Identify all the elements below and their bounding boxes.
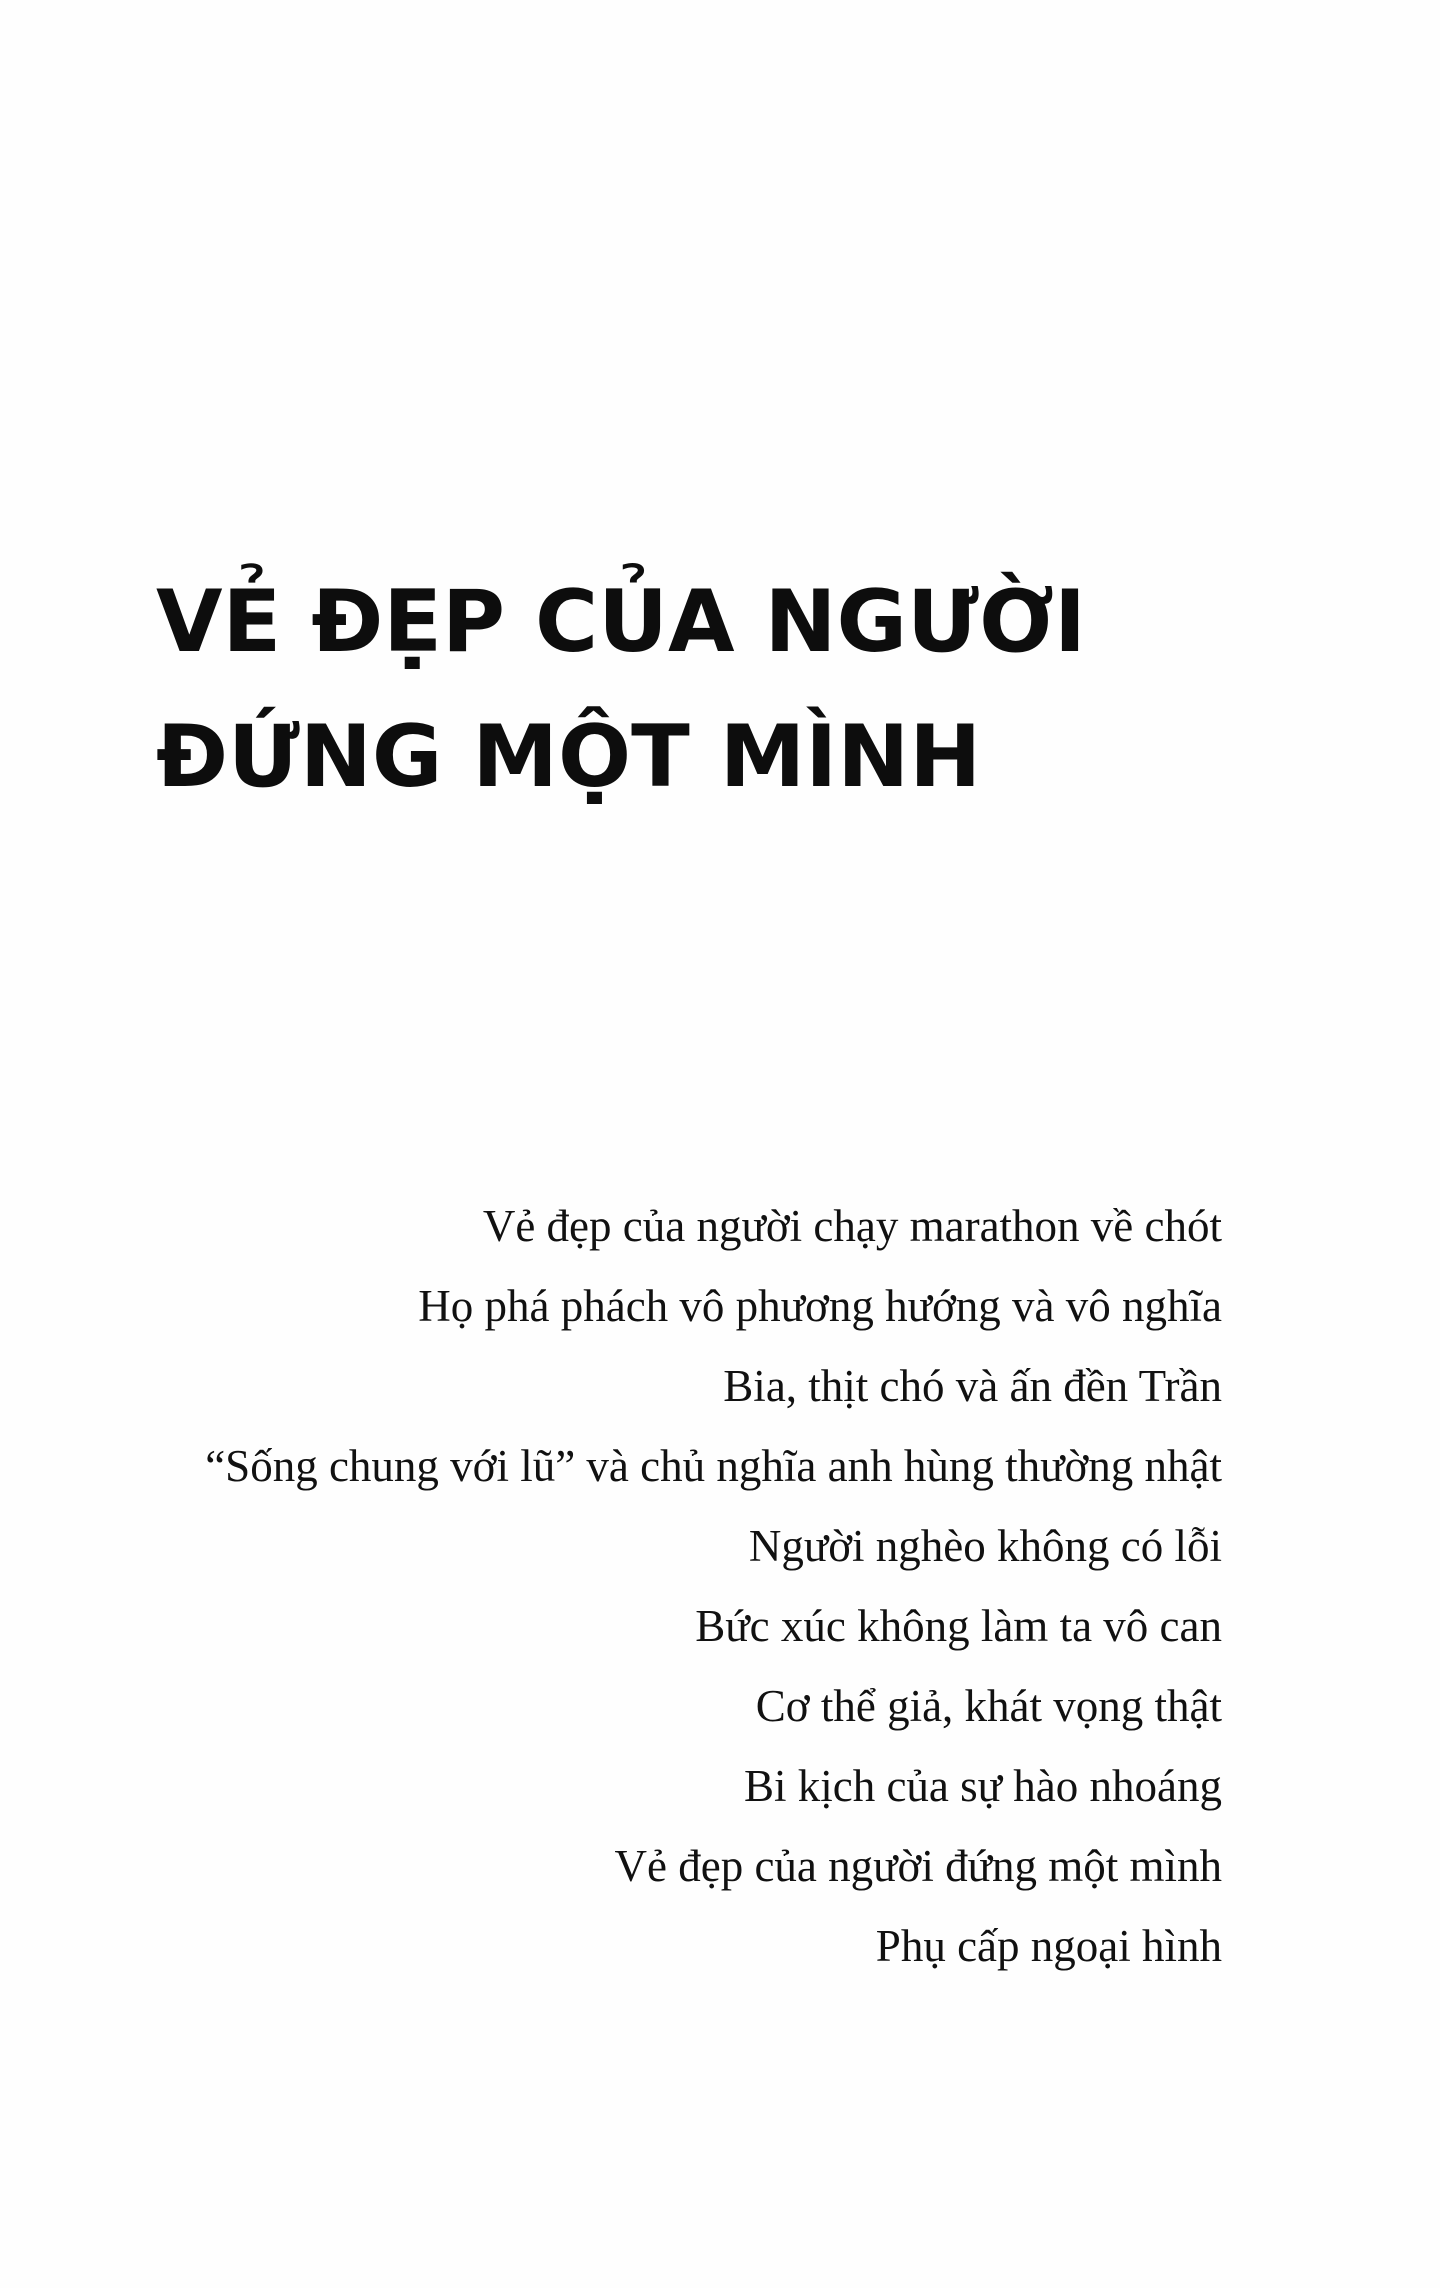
contents-item: Người nghèo không có lỗi [748, 1521, 1222, 1571]
contents-item: Bức xúc không làm ta vô can [695, 1601, 1222, 1651]
contents-item: Phụ cấp ngoại hình [875, 1921, 1222, 1971]
chapter-title-line-1: VẺ ĐẸP CỦA NGƯỜI [156, 572, 1087, 672]
contents-item: Họ phá phách vô phương hướng và vô nghĩa [418, 1281, 1222, 1331]
chapter-contents-list [205, 1186, 1222, 1986]
contents-item: Bi kịch của sự hào nhoáng [743, 1761, 1222, 1811]
contents-item: Cơ thể giả, khát vọng thật [755, 1681, 1222, 1731]
chapter-title-line-2: ĐỨNG MỘT MÌNH [156, 707, 982, 807]
contents-item: “Sống chung với lũ” và chủ nghĩa anh hùng thường nhật [205, 1441, 1222, 1491]
contents-item: Bia, thịt chó và ấn đền Trần [723, 1361, 1222, 1411]
contents-item: Vẻ đẹp của người chạy marathon về chót [482, 1201, 1222, 1251]
chapter-title [156, 555, 1086, 825]
contents-item: Vẻ đẹp của người đứng một mình [614, 1841, 1222, 1891]
